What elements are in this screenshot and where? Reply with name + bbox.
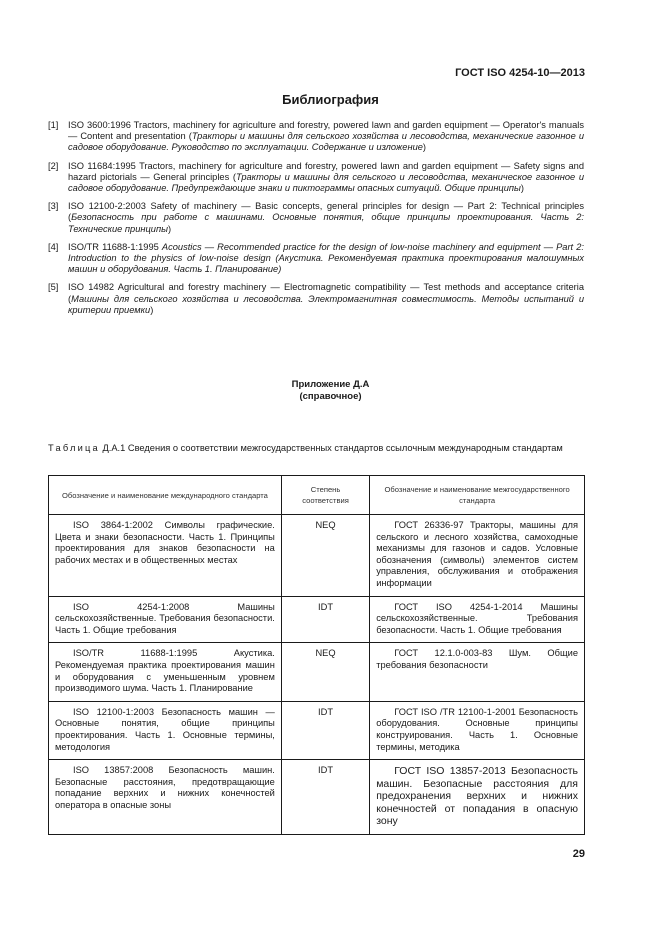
bibliography-item — [48, 282, 584, 316]
international-standard-cell: ISO 4254-1:2008 Машины сельскохозяйственные. Требования безопасности. Часть 1. Общие требования — [49, 596, 282, 643]
interstate-standard-cell: ГОСТ 26336-97 Тракторы, машины для сельского и лесного хозяйства, самоходные механизмы для газонов и садов. Условные обозначения (символы) элементов систем управления, обслуживания и отображения информации — [370, 515, 585, 597]
bibliography-item-text — [68, 242, 584, 276]
table-row — [49, 596, 585, 643]
bibliography-item-number: [2] — [48, 160, 59, 171]
reference-title: ISO 11684:1995 Tractors, machinery for agriculture and forestry, powered lawn and garden equipment — Safety signs and hazard pictorials — General principles ( — [68, 160, 584, 182]
bibliography-title: Библиография — [282, 92, 379, 107]
interstate-standard-cell: ГОСТ ISO 13857-2013 Безопасность машин. Безопасные расстояния для предохранения верхних и нижних конечностей от попадания в опасную зону — [370, 760, 585, 835]
reference-translation: Тракторы и машины для сельского хозяйства и лесоводства, механические газонное и садовое оборудование. Руководство по эксплуатации. Содержание и изложение — [68, 131, 584, 153]
correspondence-degree-cell: NEQ — [281, 643, 369, 701]
reference-closing: ) — [167, 223, 172, 234]
appendix-title: Приложение Д.А — [291, 379, 370, 390]
reference-translation: Машины для сельского хозяйства и лесоводства. Электромагнитная совместимость. Методы испытаний и критерии приемки — [68, 293, 584, 315]
correspondence-degree-cell: IDT — [281, 701, 369, 759]
header-interstate-standard: Обозначение и наименование межгосударственного стандарта — [370, 476, 585, 515]
bibliography-item-text — [68, 120, 584, 154]
reference-title: ISO/TR 11688-1:1995 — [68, 241, 162, 252]
reference-translation: Безопасность при работе с машинами. Основные понятия, общие принципы проектирования. Часть 2: Технические принципы — [68, 212, 584, 234]
interstate-standard-cell: ГОСТ ISO 4254-1-2014 Машины сельскохозяйственные. Требования безопасности. Часть 1. Общие требования — [370, 596, 585, 643]
table-caption-text: Д.А.1 Сведения о соответствии межгосударственных стандартов ссылочным международным стандартам — [102, 443, 563, 453]
bibliography-item — [48, 120, 584, 154]
reference-closing: ) — [422, 142, 427, 153]
appendix-subtitle: (справочное) — [299, 391, 362, 402]
bibliography-item-number: [1] — [48, 120, 59, 130]
correspondence-degree-cell: NEQ — [281, 515, 369, 597]
international-standard-cell: ISO 12100-1:2003 Безопасность машин — Основные понятия, общие принципы проектирования. Часть 1. Основные термины, методология — [49, 701, 282, 759]
bibliography-item-text — [68, 282, 584, 316]
table-header-row — [49, 476, 585, 515]
reference-closing: ) — [520, 183, 524, 194]
international-standard-cell: ISO/TR 11688-1:1995 Акустика. Рекомендуемая практика проектирования машин и оборудования с уменьшенным уровнем производимого шума. Часть 1. Планирование — [49, 643, 282, 701]
reference-translation: Acoustics — Recommended practice for the design of low-noise machinery and equipment — Part 2: Introduction to the physics of low-noise design (Акустика. Рекомендуемая практика проектирования малошумных машин и оборудования. Часть 1. Планирование) — [68, 241, 584, 275]
international-standard-cell: ISO 13857:2008 Безопасность машин. Безопасные расстояния, предотвращающие попадание верхних и нижних конечностей оператора в опасные зоны — [49, 760, 282, 835]
table-row — [49, 643, 585, 701]
header-international-standard: Обозначение и наименование международного стандарта — [49, 476, 282, 515]
bibliography-item-text — [68, 201, 584, 235]
bibliography-item-number: [5] — [48, 282, 59, 293]
reference-title: ISO 12100-2:2003 Safety of machinery — Basic concepts, general principles for design — Part 2: Technical principles ( — [68, 201, 584, 223]
standard-code-header: ГОСТ ISO 4254-10—2013 — [455, 67, 585, 79]
reference-title: ISO 14982 Agricultural and forestry machinery — Electromagnetic compatibility — Test methods and acceptance criteria ( — [68, 282, 584, 304]
reference-closing: ) — [150, 304, 154, 315]
interstate-standard-cell: ГОСТ ISO /TR 12100-1-2001 Безопасность оборудования. Основные принципы конструирования. Часть 1. Основные термины, методика — [370, 701, 585, 759]
bibliography-list — [48, 120, 584, 323]
page-number: 29 — [572, 848, 585, 860]
bibliography-item — [48, 161, 584, 195]
correspondence-degree-cell: IDT — [281, 596, 369, 643]
appendix-heading — [0, 379, 661, 403]
bibliography-item-text — [68, 161, 584, 195]
international-standard-cell: ISO 3864-1:2002 Символы графические. Цвета и знаки безопасности. Часть 1. Принципы проектирования для знаков безопасности на рабочих местах и в общественных местах — [49, 515, 282, 597]
reference-translation: Тракторы и машины для сельского и лесоводства, механическое газонное и садовое оборудование. Предупреждающие знаки и пиктограммы опасных ситуаций. Общие принципы — [68, 171, 584, 194]
reference-title: ISO 3600:1996 Tractors, machinery for agriculture and forestry, powered lawn and garden equipment — Operator's manuals — Content and presentation ( — [68, 120, 584, 142]
table-row — [49, 760, 585, 835]
bibliography-item — [48, 242, 584, 276]
bibliography-item — [48, 201, 584, 235]
standards-correspondence-table — [48, 475, 585, 835]
bibliography-item-number: [4] — [48, 241, 59, 252]
table-caption — [48, 443, 584, 454]
table-row — [49, 701, 585, 759]
interstate-standard-cell: ГОСТ 12.1.0-003-83 Шум. Общие требования безопасности — [370, 643, 585, 701]
table-row — [49, 515, 585, 597]
table-caption-prefix: Таблица — [48, 443, 100, 453]
correspondence-degree-cell: IDT — [281, 760, 369, 835]
header-correspondence-degree: Степень соответствия — [281, 476, 369, 515]
bibliography-item-number: [3] — [48, 201, 59, 212]
